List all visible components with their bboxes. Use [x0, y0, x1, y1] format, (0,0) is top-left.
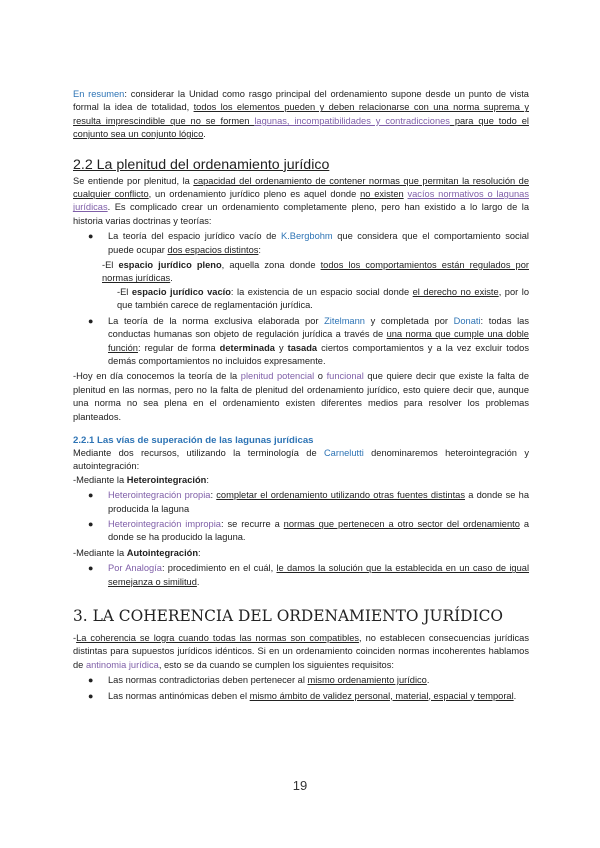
summary-paragraph: En resumen: considerar la Unidad como rasgo principal del ordenamiento supone desde un punto de vista formal la idea de totalidad, todos los elementos pueden y deben relacionarse con una norma suprema y resulta imprescindible que no se formen lagunas, incompatibilidades y contradicciones para que todo el conjunto sea un conjunto lógico.: [73, 89, 529, 140]
coherencia-paragraph: -La coherencia se logra cuando todas las normas son compatibles, no establecen consecuencias jurídicas distintas para supuestos jurídicos idénticos. Si en un ordenamiento coinciden normas incoherentes hablamos de antinomia jurídica, esto se da cuando se cumplen los siguientes requisitos:: [73, 633, 529, 670]
list-item: ● La teoría de la norma exclusiva elaborada por Zitelmann y completada por Donati: todas las conductas humanas son objeto de regulación jurídica a través de una norma que cumple una doble función: regular de forma determinada y tasada ciertos comportamientos y a la vez excluir todos demás comportamientos no incluidos expresamente.: [88, 315, 529, 366]
list-item: ● Las normas contradictorias deben pertenecer al mismo ordenamiento jurídico.: [73, 674, 529, 687]
page-body: [73, 88, 529, 705]
list-item: ● Por Analogía: procedimiento en el cuál, le damos la solución que la establecida en un caso de igual semejanza o similitud.: [88, 563, 530, 587]
autointegracion-label: -Mediante la Autointegración:: [73, 547, 201, 558]
bullet-icon: ●: [88, 675, 94, 686]
chapter-heading-coherencia: 3. LA COHERENCIA DEL ORDENAMIENTO JURÍDICO: [73, 607, 503, 625]
plenitud-potencial-paragraph: -Hoy en día conocemos la teoría de la plenitud potencial o funcional que quiere decir que existe la falta de plenitud en las normas, pero no la falta de plenitud del ordenamiento jurídico, esto quiere decir que, aunque una norma no sea plena en el ordenamiento existen diferentes medios para resolver los problemas planteados.: [73, 371, 530, 422]
heterointegracion-label: -Mediante la Heterointegración:: [73, 474, 209, 485]
bullet-icon: ●: [88, 490, 94, 501]
plenitud-paragraph: Se entiende por plenitud, la capacidad del ordenamiento de contener normas que permitan la resolución de cualquier conflicto, un ordenamiento jurídico pleno es aquel donde no existen vacíos normativos o lagunas jurídicas. Es complicado crear un ordenamiento completamente pleno, pero han existido a lo largo de la historia varias doctrinas y teorías:: [73, 175, 529, 226]
heterointegracion-list: [73, 489, 529, 545]
bullet-icon: ●: [88, 231, 94, 242]
list-item: ● La teoría del espacio jurídico vacío de K.Bergbohm que considera que el comportamiento social puede ocupar dos espacios distintos:: [88, 231, 529, 255]
bullet-icon: ●: [88, 518, 94, 529]
vias-intro-paragraph: Mediante dos recursos, utilizando la terminología de Carnelutti denominaremos heterointegración y autointegración:: [73, 447, 529, 472]
bullet-icon: ●: [88, 315, 94, 326]
bullet-icon: ●: [88, 563, 94, 574]
sub-item-espacio-vacio: -El espacio jurídico vacío: la existencia de un espacio social donde el derecho no existe, por lo que también carece de reglamentación jurídica.: [117, 286, 529, 311]
bullet-icon: ●: [88, 690, 94, 701]
list-item: ● Las normas antinómicas deben el mismo ámbito de validez personal, material, espacial y temporal.: [73, 690, 529, 703]
requisitos-list: [73, 674, 529, 703]
doctrines-list: [73, 230, 529, 257]
sub-item-espacio-pleno: -El espacio jurídico pleno, aquella zona donde todos los comportamientos están regulados por normas jurídicas.: [102, 260, 529, 284]
page-number: 19: [292, 778, 308, 793]
subsection-heading-vias: 2.2.1 Las vías de superación de las lagunas jurídicas: [73, 434, 314, 446]
autointegracion-list: [73, 562, 529, 589]
list-item: ● Heterointegración propia: completar el ordenamiento utilizando otras fuentes distintas a donde se ha producida la laguna: [88, 490, 530, 514]
section-heading-plenitud: 2.2 La plenitud del ordenamiento jurídico: [73, 156, 330, 173]
list-item: ● Heterointegración impropia: se recurre a normas que pertenecen a otro sector del ordenamiento a donde se ha producido la laguna.: [88, 518, 529, 543]
doctrines-list-2: [73, 315, 529, 369]
